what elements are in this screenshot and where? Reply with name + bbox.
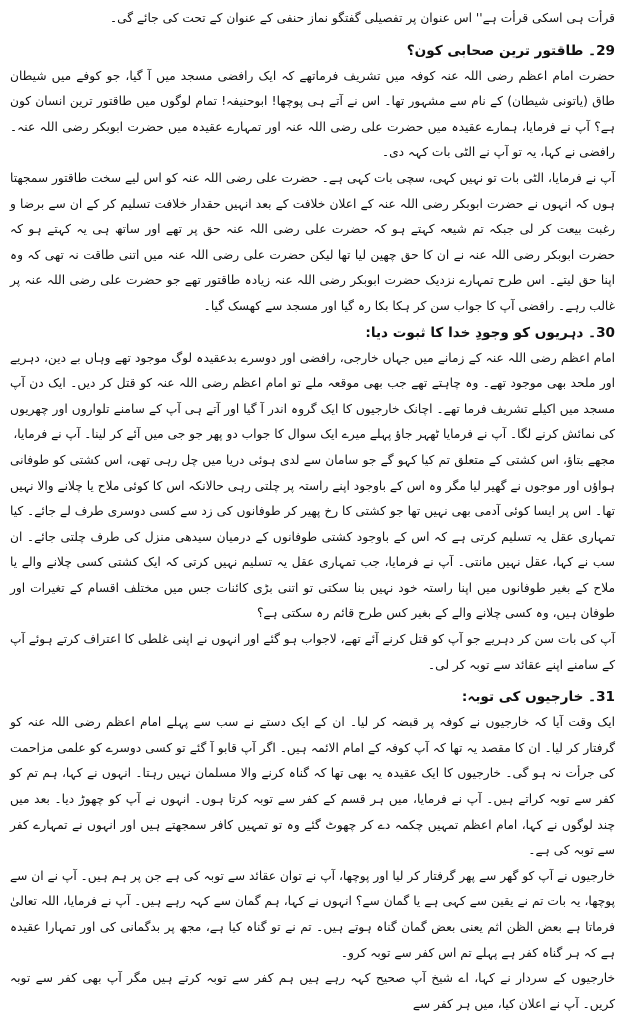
paragraph: آپ کی بات سن کر دہریے جو آپ کو قتل کرنے آئے تھے، لاجواب ہو گئے اور انہوں نے اپنی غلطی کا اعتراف کرتے ہوئے آپ کے سامنے اپنے عقائد سے توبہ کر لی۔ [10, 632, 615, 672]
section-31 [10, 684, 615, 1017]
section-30 [10, 320, 615, 679]
paragraph: حضرت امام اعظم رضی اللہ عنہ کوفہ میں تشریف فرماتھے کہ ایک رافضی مسجد میں آ گیا، جو کوفے میں شیطان طاق (یاتونی شیطان) کے نام سے مشہور تھا۔ اس نے آتے ہی پوچھا! ابوحنیفہ! تمام لوگوں میں طاقتور ترین انسان کون ہے؟ آپ نے فرمایا، ہمارے عقیدہ میں حضرت علی رضی اللہ عنہ اور تمہارے عقیدہ میں حضرت ابوبکر رضی اللہ عنہ۔ رافضی نے کہا، یہ تو آپ نے الٹی بات کہہ دی۔ [10, 68, 615, 160]
section-29 [10, 38, 615, 320]
section-heading: 29۔ طاقتور ترین صحابی کون؟ [406, 42, 615, 59]
paragraph: امام اعظم رضی اللہ عنہ کے زمانے میں جہاں خارجی، رافضی اور دوسرے بدعقیدہ لوگ موجود تھے وہاں بے دین، دہریے اور ملحد بھی موجود تھے۔ وہ چاہتے تھے جب بھی موقعہ ملے تو امام اعظم رضی اللہ عنہ کو قتل کر دیں۔ ایک دن آپ مسجد میں اکیلے تشریف فرما تھے۔ اچانک خارجیوں کا ایک گروہ اندر آ گیا اور آتے ہی آپ کے سامنے تلواروں اور چھریوں کی نمائش کرنے لگا۔ آپ نے فرمایا ٹھہر جاؤ پہلے میرے ایک سوال کا جواب دو پھر جو جی میں آئے کر لینا۔ آپ نے فرمایا، [10, 350, 615, 442]
paragraph: آپ نے فرمایا، الٹی بات تو نہیں کہی، سچی بات کہی ہے۔ حضرت علی رضی اللہ عنہ کو اس لیے سخت طاقتور سمجھتا ہوں کہ انہوں نے حضرت ابوبکر رضی اللہ عنہ کے اعلان خلافت کے بعد انہیں حقدار خلافت تسلیم کر کے ان سے برضا و رغبت بیعت کر لی جبکہ تم شیعہ کہتے ہو کہ حضرت علی رضی اللہ عنہ حق پر تھے اور ساتھ ہی یہ کہتے ہو کہ حضرت ابوبکر رضی اللہ عنہ نے ان کا حق چھین لیا تھا لیکن حضرت علی رضی اللہ عنہ میں اتنی طاقت نہ تھی کہ وہ اپنا حق لیتے۔ اس طرح تمہارے نزدیک حضرت ابوبکر رضی اللہ عنہ زیادہ طاقتور تھے جو حضرت علی رضی اللہ عنہ پر غالب رہے۔ رافضی آپ کا جواب سن کر ہکا بکا رہ گیا اور مسجد سے کھسک گیا۔ [10, 170, 615, 313]
paragraph: خارجیوں کے سردار نے کہا، اے شیخ آپ صحیح کہہ رہے ہیں ہم کفر سے توبہ کرتے ہیں مگر آپ بھی کفر سے توبہ کریں۔ آپ نے اعلان کیا، میں ہر کفر سے [10, 971, 615, 1011]
paragraph: خارجیوں نے آپ کو گھر سے پھر گرفتار کر لیا اور پوچھا، آپ نے توان عقائد سے توبہ کی ہے جن پر ہم ہیں۔ آپ نے ان سے پوچھا، یہ بات تم نے یقین سے کہی ہے یا گمان سے؟ انہوں نے کہا، ہم گمان سے کہہ رہے ہیں۔ آپ نے فرمایا، اللہ تعالیٰ فرماتا ہے بعض الظن اثم یعنی بعض گمان گناہ ہوتے ہیں۔ تم نے تو گناہ کیا ہے، مجھ پر بدگمانی کی اور تمہارا عقیدہ ہے کہ ہر گناہ کفر ہے پہلے تم اس کفر سے توبہ کرو۔ [10, 868, 615, 960]
intro-line: قرأت ہی اسکی قرأت ہے'' اس عنوان پر تفصیلی گفتگو نماز حنفی کے عنوان کے تحت کی جائے گی۔ [109, 11, 615, 25]
paragraph: مجھے بتاؤ، اس کشتی کے متعلق تم کیا کہو گے جو سامان سے لدی ہوئی دریا میں چل رہی تھی، اس کشتی کو طوفانی ہواؤں اور موجوں نے گھیر لیا مگر وہ اس کے باوجود اپنے راستہ پر چلتی رہی حالانکہ اس کا کوئی ملاح یا چلانے والا نہیں تھا۔ اس پر ایسا کوئی آدمی بھی نہیں تھا جو کشتی کا رخ پھیر کر طوفانوں کی زد سے کسی دوسری طرف لے جائے۔ کیا تمہاری عقل یہ تسلیم کرتی ہے کہ اس کے باوجود کشتی طوفانوں کے درمیان سیدھی منزل کی طرف چلتی جائے۔ ان سب نے کہا، عقل نہیں مانتی۔ آپ نے فرمایا، جب تمہاری عقل یہ تسلیم نہیں کرتی کہ ایک کشتی کسی چلانے والے یا ملاح کے بغیر طوفانوں میں اپنا راستہ خود نہیں بنا سکتی تو اتنی بڑی کائنات جس میں مختلف اقسام کے تغیرات اور طوفان ہیں، وہ کسی چلانے والے کے بغیر کس طرح قائم رہ سکتی ہے؟ [10, 452, 615, 621]
section-heading: 30۔ دہریوں کو وجودِ خدا کا ثبوت دیا: [365, 324, 615, 341]
section-heading: 31۔ خارجیوں کی توبہ: [461, 689, 615, 706]
paragraph: ایک وقت آیا کہ خارجیوں نے کوفہ پر قبضہ کر لیا۔ ان کے ایک دستے نے سب سے پہلے امام اعظم رضی اللہ عنہ کو گرفتار کر لیا۔ ان کا مقصد یہ تھا کہ آپ کوفہ کے امام الائمہ ہیں۔ اگر آپ قابو آ گئے تو کسی دوسرے کو علمی مزاحمت کی جرأت نہ ہو گی۔ خارجیوں کا ایک عقیدہ یہ بھی تھا کہ گناہ کرنے والا مسلمان نہیں رہتا۔ انہوں نے کہا، ہم تم کو کفر سے توبہ کراتے ہیں۔ آپ نے فرمایا، میں ہر قسم کے کفر سے توبہ کرتا ہوں۔ انہوں نے آپ کو چھوڑ دیا۔ بعد میں چند لوگوں نے کہا، امام اعظم تمہیں چکمہ دے کر چھوٹ گئے وہ تو تمہیں کافر سمجھتے ہیں اور انہوں نے تمہارے کفر سے توبہ کی ہے۔ [10, 715, 615, 858]
